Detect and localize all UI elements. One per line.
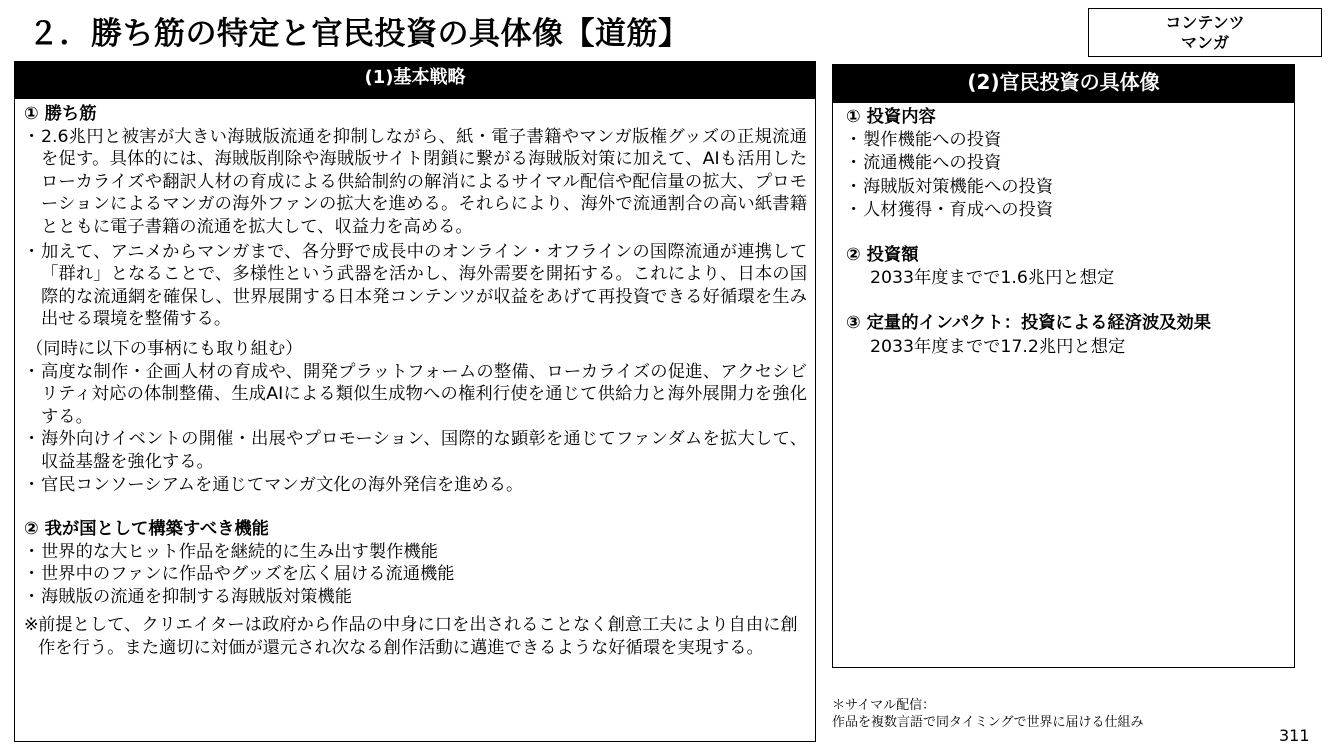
strategy-bullet: ・ 高度な制作・企画人材の育成や、開発プラットフォームの整備、ローカライズの促進、アクセシビリティ対応の体制整備、生成AIによる類似生成物への権利行使を通じて供給力と海外展開力を強化する。 xyxy=(24,361,807,429)
function-bullet: ・ 世界中のファンに作品やグッズを広く届ける流通機能 xyxy=(24,563,807,586)
investment-content-heading: ① 投資内容 xyxy=(846,107,936,127)
basic-strategy-panel xyxy=(14,61,816,742)
investment-bullet: ・ 製作機能への投資 xyxy=(846,129,1286,152)
investment-header: (2)官民投資の具体像 xyxy=(833,65,1294,103)
investment-amount-value: 2033年度までで1.6兆円と想定 xyxy=(870,268,1115,289)
parenthetical-note: （同時に以下の事柄にも取り組む） xyxy=(26,338,303,359)
footnote-definition: 作品を複数言語で同タイミングで世界に届ける仕組み xyxy=(832,715,1144,730)
investment-amount-heading: ② 投資額 xyxy=(846,245,919,266)
premise-note: ※ 前提として、クリエイターは政府から作品の中身に口を出されることなく創意工夫により自由に創作を行う。また適切に対価が還元され次なる創作活動に邁進できるような好循環を実現する。 xyxy=(24,614,807,659)
page-number: 311 xyxy=(1279,726,1310,745)
investment-bullet: ・ 流通機能への投資 xyxy=(846,152,1286,175)
footnote-term: ＊サイマル配信： xyxy=(832,698,936,713)
basic-strategy-body xyxy=(24,103,807,660)
investment-bullet: ・ 海賊版対策機能への投資 xyxy=(846,176,1286,199)
strategy-bullet: ・ 海外向けイベントの開催・出展やプロモーション、国際的な顕彰を通じてファンダムを拡大して、収益基盤を強化する。 xyxy=(24,428,807,473)
winning-path-heading: ① 勝ち筋 xyxy=(24,104,97,124)
function-bullet: ・ 海賊版の流通を抑制する海賊版対策機能 xyxy=(24,586,807,609)
function-bullet: ・ 世界的な大ヒット作品を継続的に生み出す製作機能 xyxy=(24,541,807,564)
investment-bullet: ・ 人材獲得・育成への投資 xyxy=(846,199,1286,222)
basic-strategy-header: (1)基本戦略 xyxy=(15,62,815,99)
investment-body xyxy=(846,106,1286,359)
category-tag-line1: コンテンツ xyxy=(1165,12,1245,32)
functions-heading: ② 我が国として構築すべき機能 xyxy=(24,519,269,540)
page-title: ２．勝ち筋の特定と官民投資の具体像【道筋】 xyxy=(28,16,690,52)
category-tag-line2: マンガ xyxy=(1180,32,1229,52)
impact-value: 2033年度までで17.2兆円と想定 xyxy=(870,336,1126,357)
footnote xyxy=(832,697,1143,731)
category-tag xyxy=(1088,8,1322,57)
investment-panel xyxy=(832,64,1295,668)
strategy-bullet: ・ 2.6兆円と被害が大きい海賊版流通を抑制しながら、紙・電子書籍やマンガ版権グッズの正規流通を促す。具体的には、海賊版削除や海賊版サイト閉鎖に繋がる海賊版対策に加えて、AIも活用したローカライズや翻訳人材の育成による供給制約の解消によるサイマル配信や配信量の拡大、プロモーションによるマンガの海外ファンの拡大を進める。それらにより、海外で流通割合の高い紙書籍とともに電子書籍の流通を拡大して、収益力を高める。 xyxy=(24,126,807,239)
impact-heading: ③ 定量的インパクト：投資による経済波及効果 xyxy=(846,313,1212,334)
strategy-bullet: ・ 加えて、アニメからマンガまで、各分野で成長中のオンライン・オフラインの国際流通が連携して「群れ」となることで、多様性という武器を活かし、海外需要を開拓する。これにより、日本の国際的な流通網を確保し、世界展開する日本発コンテンツが収益をあげて再投資できる好循環を生み出せる環境を整備する。 xyxy=(24,241,807,331)
strategy-bullet: ・ 官民コンソーシアムを通じてマンガ文化の海外発信を進める。 xyxy=(24,474,807,497)
